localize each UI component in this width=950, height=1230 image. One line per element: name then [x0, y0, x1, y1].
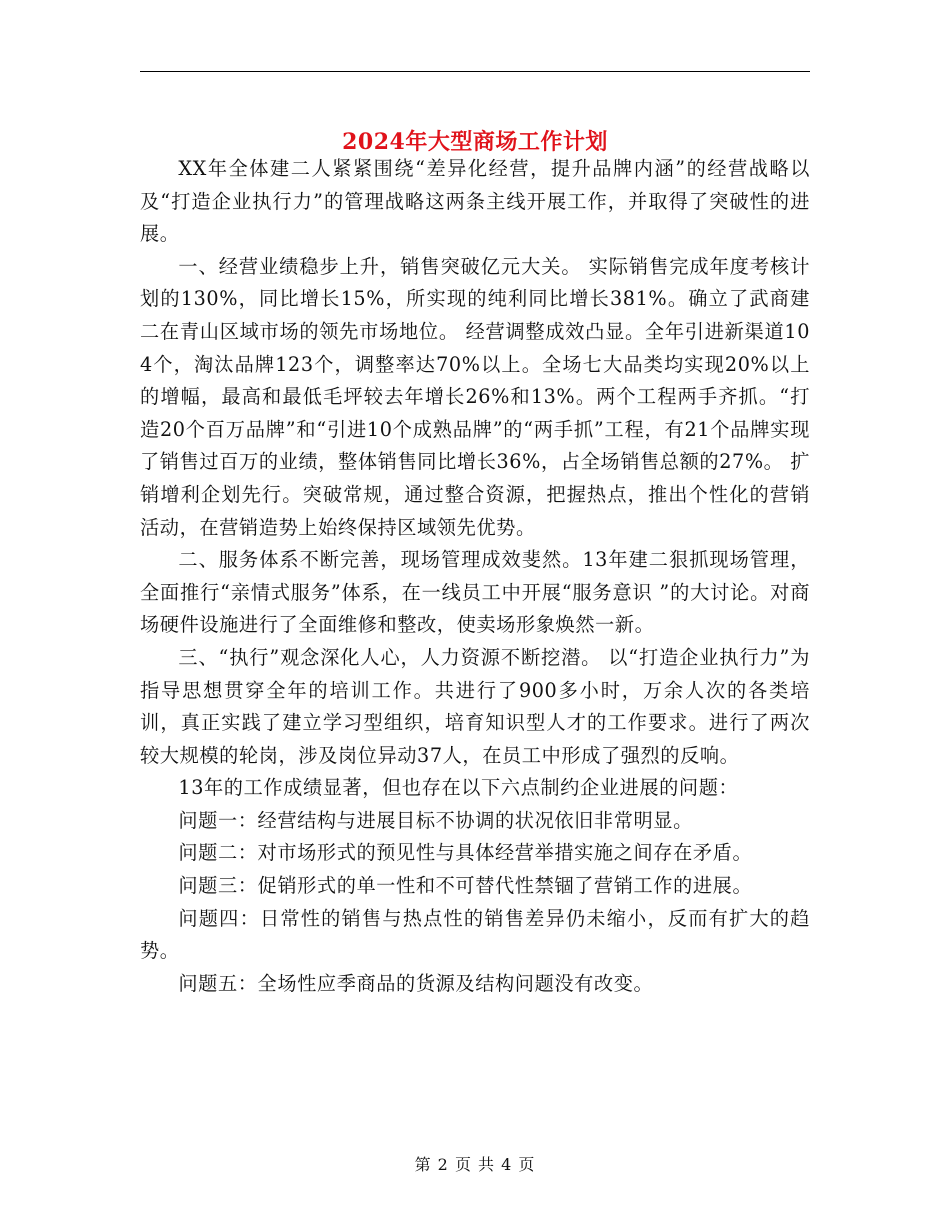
problem-one-paragraph: 问题一：经营结构与进展目标不协调的状况依旧非常明显。 [178, 808, 693, 832]
section-one-paragraph: 一、经营业绩稳步上升，销售突破亿元大关。 实际销售完成年度考核计划的130%，同比增长15%，所实现的纯利同比增长381%。确立了武商建二在青山区域市场的领先市场地位。 经营调整成效凸显。全年引进新渠道104个，淘汰品牌123个，调整率达70%以上。全场七大品类均实现20%以上的增幅，最高和最低毛坪较去年增长26%和13%。两个工程两手齐抓。“打造20个百万品牌”和“引进10个成熟品牌”的“两手抓”工程，有21个品牌实现了销售过百万的业绩，整体销售同比增长36%，占全场销售总额的27%。 扩销增利企划先行。突破常规，通过整合资源，把握热点，推出个性化的营销活动，在营销造势上始终保持区域领先优势。 [140, 254, 810, 539]
problems-intro-paragraph: 13年的工作成绩显著，但也存在以下六点制约企业进展的问题： [178, 776, 739, 800]
section-three-paragraph: 三、“执行”观念深化人心，人力资源不断挖潜。 以“打造企业执行力”为指导思想贯穿全年的培训工作。共进行了900多小时，万余人次的各类培训，真正实践了建立学习型组织，培育知识型人才的工作要求。进行了两次较大规模的轮岗，涉及岗位异动37人，在员工中形成了强烈的反响。 [140, 645, 811, 767]
problem-four-paragraph: 问题四：日常性的销售与热点性的销售差异仍未缩小，反而有扩大的趋势。 [140, 906, 810, 963]
intro-paragraph: XX年全体建二人紧紧围绕“差异化经营，提升品牌内涵”的经营战略以及“打造企业执行力”的管理战略这两条主线开展工作，并取得了突破性的进展。 [140, 157, 810, 246]
problem-three-paragraph: 问题三：促销形式的单一性和不可替代性禁锢了营销工作的进展。 [178, 874, 753, 898]
page-number-footer: 第 2 页 共 4 页 [414, 1155, 536, 1174]
problem-two-paragraph: 问题二：对市场形式的预见性与具体经营举措实施之间存在矛盾。 [178, 841, 753, 865]
section-two-paragraph: 二、服务体系不断完善，现场管理成效斐然。13年建二狠抓现场管理，全面推行“亲情式服务”体系，在一线员工中开展“服务意识 ”的大讨论。对商场硬件设施进行了全面维修和整改，使卖场形象焕然一新。 [140, 548, 810, 637]
document-title: 2024年大型商场工作计划 [342, 128, 608, 155]
document-body [140, 153, 810, 1000]
header-rule [140, 71, 810, 72]
problem-five-paragraph: 问题五：全场性应季商品的货源及结构问题没有改变。 [178, 971, 654, 995]
